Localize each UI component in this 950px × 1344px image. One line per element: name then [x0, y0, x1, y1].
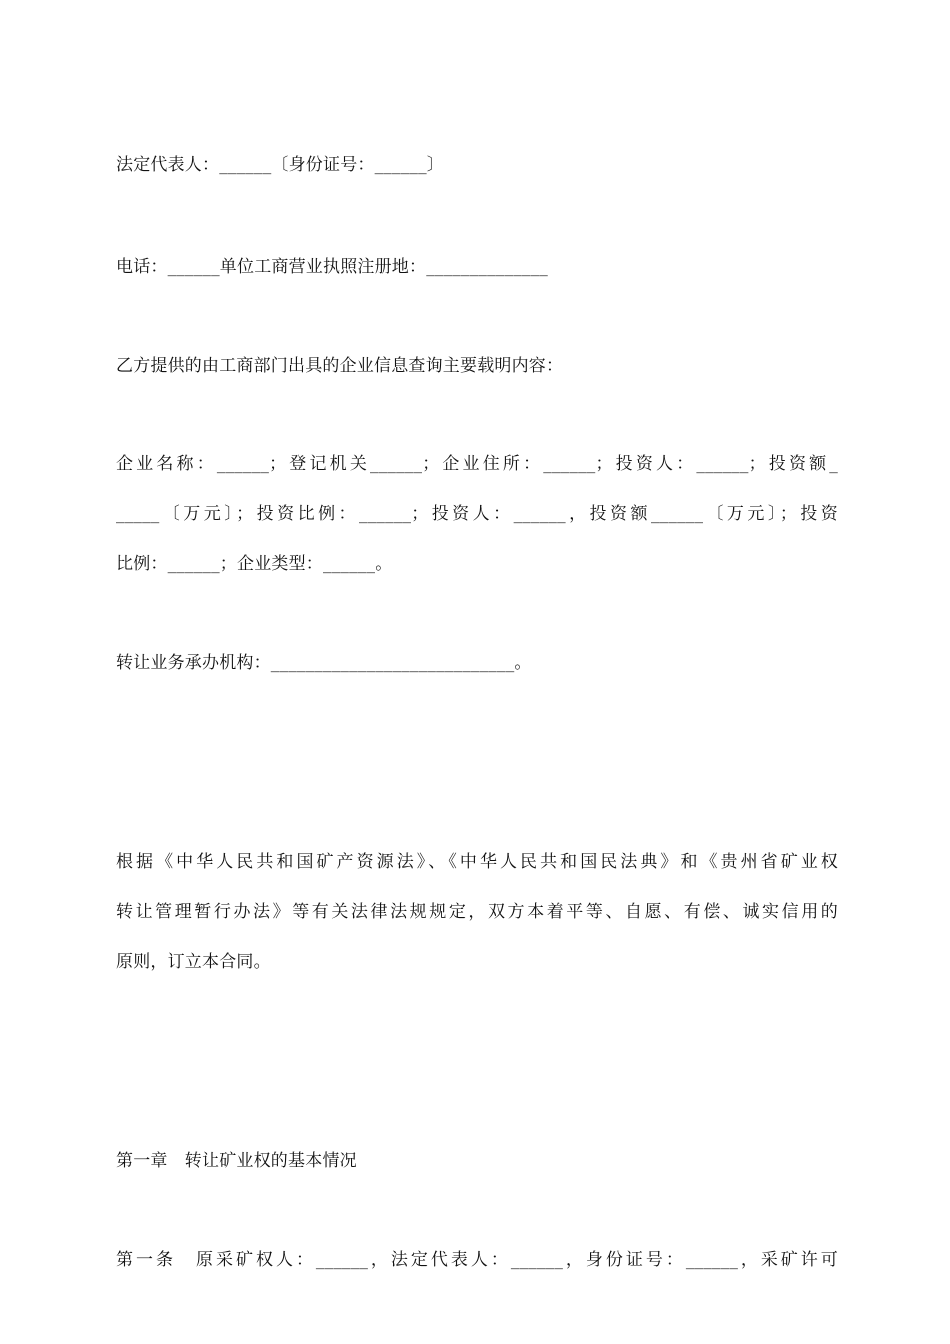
transfer-agency-line: 转让业务承办机构：____________________________。	[116, 653, 532, 673]
chapter-one-title: 第一章 转让矿业权的基本情况	[116, 1151, 357, 1171]
legal-representative-line: 法定代表人：______〔身份证号：______〕	[116, 155, 444, 175]
company-info-line-3: 比例：______；企业类型：______。	[116, 554, 393, 574]
phone-registration-line: 电话：______单位工商营业执照注册地：______________	[116, 257, 548, 277]
company-info-line-1: 企业名称：______；登记机关______；企业住所：______；投资人：______；投资额_	[116, 454, 838, 474]
company-info-intro: 乙方提供的由工商部门出具的企业信息查询主要载明内容：	[116, 356, 564, 376]
legal-basis-line-2: 转让管理暂行办法》等有关法律法规规定，双方本着平等、自愿、有偿、诚实信用的	[116, 902, 838, 922]
company-info-line-2: _____〔万元〕；投资比例：______；投资人：______，投资额______〔万元〕；投资	[116, 504, 838, 524]
article-one-line: 第一条 原采矿权人：______，法定代表人：______，身份证号：______，采矿许可	[116, 1250, 838, 1270]
legal-basis-line-3: 原则，订立本合同。	[116, 952, 271, 972]
legal-basis-line-1: 根据《中华人民共和国矿产资源法》、《中华人民共和国民法典》和《贵州省矿业权	[116, 852, 838, 872]
